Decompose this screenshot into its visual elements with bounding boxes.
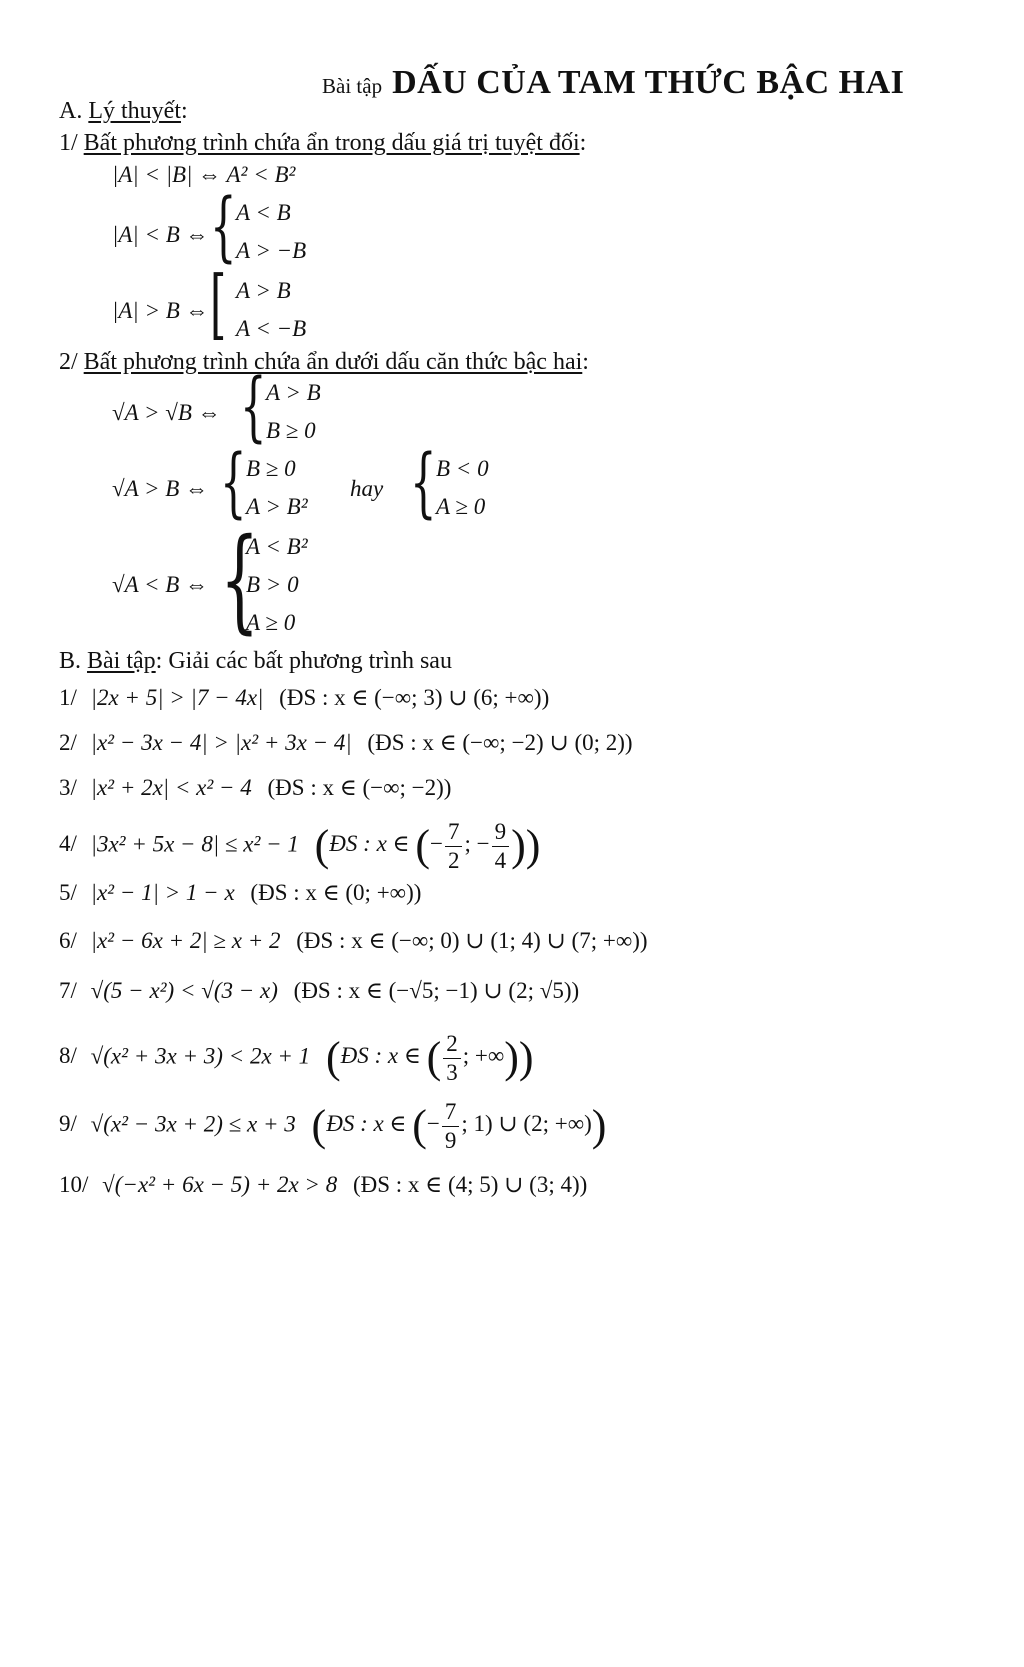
sqrt-rule-3-line1: A < B² [246,534,308,559]
exercise-number: 1/ [59,685,77,710]
sqrt-rule-3-line3: A ≥ 0 [246,610,296,635]
exercise-5 [59,880,421,906]
section-a-label: A. [59,98,83,124]
part1-colon: : [579,130,587,156]
exercise-answer: (ĐS : x ∈ (− $\frac{7}{2}$ ; − $\frac{9}{4}$ )) [314,819,541,873]
sqrt-rule-1-line2: B ≥ 0 [266,418,316,443]
part1-heading [59,130,586,157]
part1-number: 1/ [59,130,78,156]
sqrt-rule-2-brace: { [220,437,247,526]
page-title [322,64,904,102]
exercise-answer: (ĐS : x ∈ (−∞; 0) ∪ (1; 4) ∪ (7; +∞)) [296,928,648,953]
exercise-3 [59,775,451,801]
section-a-title: Lý thuyết [88,98,181,124]
exercise-10 [59,1172,587,1198]
section-b-label: B. [59,648,82,674]
sqrt-rule-2-line1: B ≥ 0 [246,456,296,481]
answer-prefix: ĐS : x ∈ [326,1111,407,1137]
sqrt-rule-3-brace: { [220,515,260,645]
exercise-problem: √(5 − x²) < √(3 − x) [90,978,278,1003]
abs-rule-2-left: |A| < B ⇔ [112,222,209,247]
exercise-1 [59,685,549,711]
sqrt-rule-1-brace: { [240,361,267,450]
title-main: DẤU CỦA TAM THỨC BẬC HAI [392,64,905,101]
exercise-answer: (ĐS : x ∈ (4; 5) ∪ (3; 4)) [352,1172,588,1197]
sqrt-rule-2-left: √A > B ⇔ [112,476,209,501]
exercise-8 [59,1030,534,1086]
sqrt-rule-1-left: √A > √B ⇔ [112,400,221,425]
answer-suffix: ; +∞ [462,1043,505,1069]
exercise-problem: √(x² + 3x + 3) < 2x + 1 [90,1043,311,1069]
exercise-answer: (ĐS : x ∈ (0; +∞)) [250,880,422,905]
exercise-number: 4/ [59,831,77,857]
title-prefix: Bài tập [322,74,383,98]
answer-fraction-2: $\frac{9}{4}$ [492,818,510,874]
answer-fraction: $\frac{2}{3}$ [443,1030,461,1086]
answer-suffix: ; 1) ∪ (2; +∞) [461,1111,592,1137]
part2-colon: : [582,349,589,375]
exercise-number: 7/ [59,978,77,1003]
abs-rule-3-bracket: [ [210,259,227,348]
sqrt-rule-2-alt-line1: B < 0 [436,456,489,481]
answer-prefix: ĐS : x ∈ [329,831,410,857]
exercise-problem: √(x² − 3x + 2) ≤ x + 3 [90,1111,296,1137]
exercise-problem: |x² + 2x| < x² − 4 [90,775,252,800]
exercise-problem: |x² − 1| > 1 − x [90,880,235,905]
exercise-problem: √(−x² + 6x − 5) + 2x > 8 [102,1172,338,1197]
abs-rule-2-brace: { [210,181,237,270]
exercise-answer: (ĐS : x ∈ (−∞; 3) ∪ (6; +∞)) [279,685,550,710]
abs-rule-2-line1: A < B [236,200,291,225]
exercise-number: 6/ [59,928,77,953]
sqrt-rule-3-left: √A < B ⇔ [112,572,209,597]
exercise-4 [59,818,540,874]
abs-rule-3-left: |A| > B ⇔ [112,298,209,323]
exercise-number: 3/ [59,775,77,800]
exercise-answer: (ĐS : x ∈ (− $\frac{7}{9}$ ; 1) ∪ (2; +∞)) [311,1099,607,1153]
section-a-heading [59,98,188,125]
part2-title: Bất phương trình chứa ẩn dưới dấu căn thức bậc hai [83,349,583,375]
exercise-number: 8/ [59,1043,77,1069]
part2-heading [59,349,589,376]
part2-number: 2/ [59,349,78,375]
sqrt-rule-2-alt-line2: A ≥ 0 [436,494,486,519]
abs-rule-3-line1: A > B [236,278,291,303]
exercise-number: 5/ [59,880,77,905]
exercise-answer: (ĐS : x ∈ (−√5; −1) ∪ (2; √5)) [293,978,580,1003]
part1-title: Bất phương trình chứa ẩn trong dấu giá trị tuyệt đối [83,130,580,156]
section-b-heading [59,648,452,675]
answer-prefix: ĐS : x ∈ [340,1043,421,1069]
sqrt-rule-2-or: hay [350,476,384,501]
section-b-instruction: : Giải các bất phương trình sau [155,648,452,674]
exercise-number: 2/ [59,730,77,755]
exercise-number: 9/ [59,1111,77,1137]
sqrt-rule-2-alt-brace: { [410,437,437,526]
exercise-answer: (ĐS : x ∈ ( $\frac{2}{3}$ ; +∞)) [325,1031,534,1085]
exercise-2 [59,730,633,756]
exercise-answer: (ĐS : x ∈ (−∞; −2)) [267,775,452,800]
exercise-answer: (ĐS : x ∈ (−∞; −2) ∪ (0; 2)) [367,730,633,755]
exercise-6 [59,928,648,954]
abs-rule-2-line2: A > −B [236,238,307,263]
exercise-number: 10/ [59,1172,89,1197]
exercise-9 [59,1098,606,1154]
section-a-colon: : [181,98,188,124]
answer-fraction: $\frac{7}{9}$ [442,1098,460,1154]
sqrt-rule-3-line2: B > 0 [246,572,299,597]
exercise-7 [59,978,579,1004]
sqrt-rule-1-line1: A > B [266,380,321,405]
abs-rule-1: |A| < |B| ⇔ A² < B² [112,162,296,187]
exercise-problem: |x² − 6x + 2| ≥ x + 2 [90,928,281,953]
abs-rule-3-line2: A < −B [236,316,307,341]
exercise-problem: |3x² + 5x − 8| ≤ x² − 1 [90,831,299,857]
exercise-problem: |x² − 3x − 4| > |x² + 3x − 4| [90,730,352,755]
answer-fraction-1: $\frac{7}{2}$ [445,818,463,874]
sqrt-rule-2-line2: A > B² [246,494,308,519]
exercise-problem: |2x + 5| > |7 − 4x| [90,685,264,710]
section-b-title: Bài tập [87,648,156,674]
